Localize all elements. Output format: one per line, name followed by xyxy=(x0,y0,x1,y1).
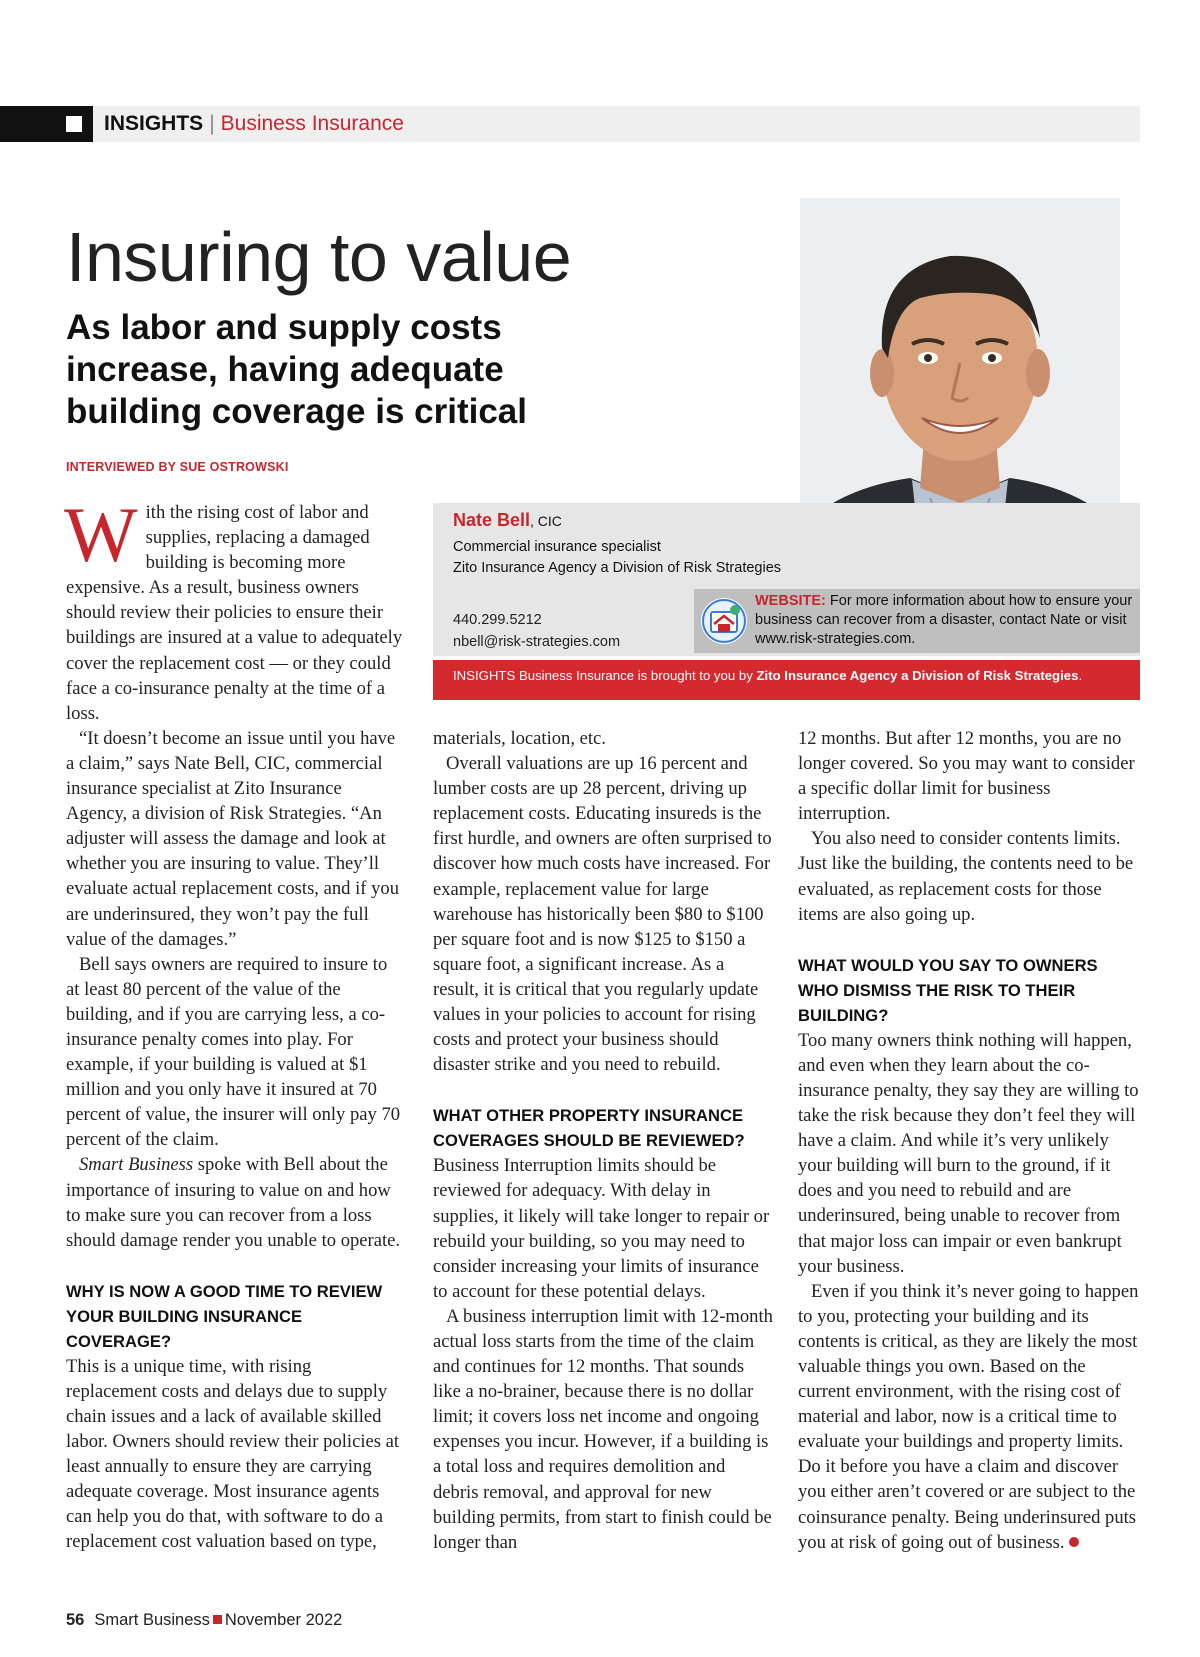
website-icon-graphic xyxy=(701,598,747,644)
paragraph-text: spoke with Bell about the importance of insuring to value on and how to make sure you can recover from a loss should damage render you unable to operate. xyxy=(66,1154,401,1251)
section-separator: | xyxy=(209,112,215,135)
website-label: WEBSITE: xyxy=(755,593,826,609)
issue-date: November 2022 xyxy=(224,1611,343,1629)
profile-phone: 440.299.5212 xyxy=(453,612,542,628)
paragraph: Business Interruption limits should be reviewed for adequacy. With delay in supplies, it likely will take longer to repair or rebuild your building, so you may need to consider increasing your limits of insurance to account for these potential delays. xyxy=(433,1155,770,1302)
sponsor-suffix: . xyxy=(1078,668,1083,683)
section-heading: WHAT WOULD YOU SAY TO OWNERS WHO DISMISS THE RISK TO THEIR BUILDING? xyxy=(798,955,1098,1025)
profile-title: Commercial insurance specialist xyxy=(453,539,661,555)
paragraph: Overall valuations are up 16 percent and lumber costs are up 28 percent, driving up replacement costs. Educating insureds is the first hurdle, and owners are often surprised to discover how much costs have increased. For example, replacement value for large warehouse has historically been $80 to $100 per square foot and is now $125 to $150 a square foot, a significant increase. As a result, it is critical that you regularly update values in your policies to account for rising costs and protect your business should disaster strike and you need to rebuild. xyxy=(433,753,772,1076)
section-heading: WHY IS NOW A GOOD TIME TO REVIEW YOUR BUILDING INSURANCE COVERAGE? xyxy=(66,1281,383,1351)
publication-title: Smart Business xyxy=(94,1611,210,1629)
paragraph xyxy=(64,491,404,726)
website-globe-icon xyxy=(701,598,747,644)
paragraph: materials, location, etc. xyxy=(433,728,606,749)
website-note xyxy=(755,592,1140,649)
sponsor-note xyxy=(453,668,1082,683)
paragraph: Too many owners think nothing will happen, and even when they learn about the co-insurance penalty, they say they are willing to take the risk because they don’t feel they will have a claim. And while it’s very unlikely your building will burn to the ground, if it does and you need to rebuild and are underinsured, being unable to recover from that major loss can impair or even bankrupt your business. xyxy=(798,1029,1139,1277)
article-title: Insuring to value xyxy=(66,218,572,296)
article-column-2 xyxy=(433,726,773,1555)
paragraph: Bell says owners are required to insure to at least 80 percent of the value of the building, and if you are carrying less, a co-insurance penalty comes into play. For example, if your building is valued at $1 million and you only have it insured at 70 percent of value, the insurer will only pay 70 percent of the claim. xyxy=(66,953,401,1151)
paragraph: A business interruption limit with 12-month actual loss starts from the time of the claim and continues for 12 months. That sounds like a no-brainer, because there is no dollar limit; it covers loss net income and ongoing expenses you incur. However, if a building is a total loss and requires demolition and debris removal, and approval for new building permits, from start to finish could be longer than xyxy=(433,1305,773,1553)
paragraph-text: Even if you think it’s never going to happen to you, protecting your building and its contents is critical, as they are likely the most valuable things you own. Based on the current environment, with the rising cost of material and labor, now is a critical time to evaluate your buildings and property limits. Do it before you have a claim and discover you either aren’t covered or are subject to the coinsurance penalty. Being underinsured puts you at risk of going out of business. xyxy=(798,1280,1139,1553)
section-label: INSIGHTS xyxy=(104,112,204,135)
drop-cap: W xyxy=(64,491,138,578)
profile-credential: , CIC xyxy=(530,513,562,529)
sponsor-prefix: INSIGHTS Business Insurance is brought to you by xyxy=(453,668,757,683)
profile-email[interactable]: nbell@risk-strategies.com xyxy=(453,634,621,650)
paragraph-text: ith the rising cost of labor and supplies, replacing a damaged building is becoming more expensive. As a result, business owners should review their policies to ensure their buildings are insured at a value to adequately cover the replacement cost — or they could face a co-insurance penalty at the time of a loss. xyxy=(66,502,403,724)
footer-separator-icon xyxy=(213,1615,222,1624)
page-footer xyxy=(66,1611,342,1630)
paragraph: This is a unique time, with rising replacement costs and delays due to supply chain issues and a lack of available skilled labor. Owners should review their policies at least annually to ensure they are carrying adequate coverage. Most insurance agents can help you do that, with software to do a replacement cost valuation based on type, xyxy=(66,1355,400,1553)
article-dek: As labor and supply costs increase, having adequate building coverage is critical xyxy=(66,308,527,431)
website-description[interactable]: For more information about how to ensure your business can recover from a disaster, contact Nate or visit www.risk-strategies.com. xyxy=(755,593,1133,647)
paragraph: You also need to consider contents limits. Just like the building, the contents need to be evaluated, as replacement costs for those items are also going up. xyxy=(798,828,1134,925)
paragraph xyxy=(798,1279,1140,1555)
article-byline: INTERVIEWED BY SUE OSTROWSKI xyxy=(66,460,289,474)
publication-name: Smart Business xyxy=(79,1154,194,1176)
subsection-label: Business Insurance xyxy=(220,112,404,135)
article-column-3 xyxy=(798,726,1140,1555)
section-square-icon xyxy=(66,116,82,132)
profile-name-text: Nate Bell xyxy=(453,510,531,530)
section-header xyxy=(104,112,404,136)
profile-name xyxy=(453,510,562,531)
article-column-1 xyxy=(64,491,404,1555)
paragraph: “It doesn’t become an issue until you have a claim,” says Nate Bell, CIC, commercial insurance specialist at Zito Insurance Agency, a division of Risk Strategies. “An adjuster will assess the damage and look at whether you are insuring to value. They’ll evaluate actual replacement costs, and if you are underinsured, they won’t pay the full value of the damages.” xyxy=(66,727,399,950)
section-heading: WHAT OTHER PROPERTY INSURANCE COVERAGES SHOULD BE REVIEWED? xyxy=(433,1106,745,1151)
paragraph xyxy=(66,1152,404,1252)
profile-company: Zito Insurance Agency a Division of Risk Strategies xyxy=(453,560,782,576)
end-mark-icon xyxy=(1069,1537,1079,1547)
page-number: 56 xyxy=(66,1611,85,1629)
paragraph: 12 months. But after 12 months, you are no longer covered. So you may want to consider a specific dollar limit for business interruption. xyxy=(798,728,1135,825)
sponsor-name: Zito Insurance Agency a Division of Risk Strategies xyxy=(756,668,1079,683)
